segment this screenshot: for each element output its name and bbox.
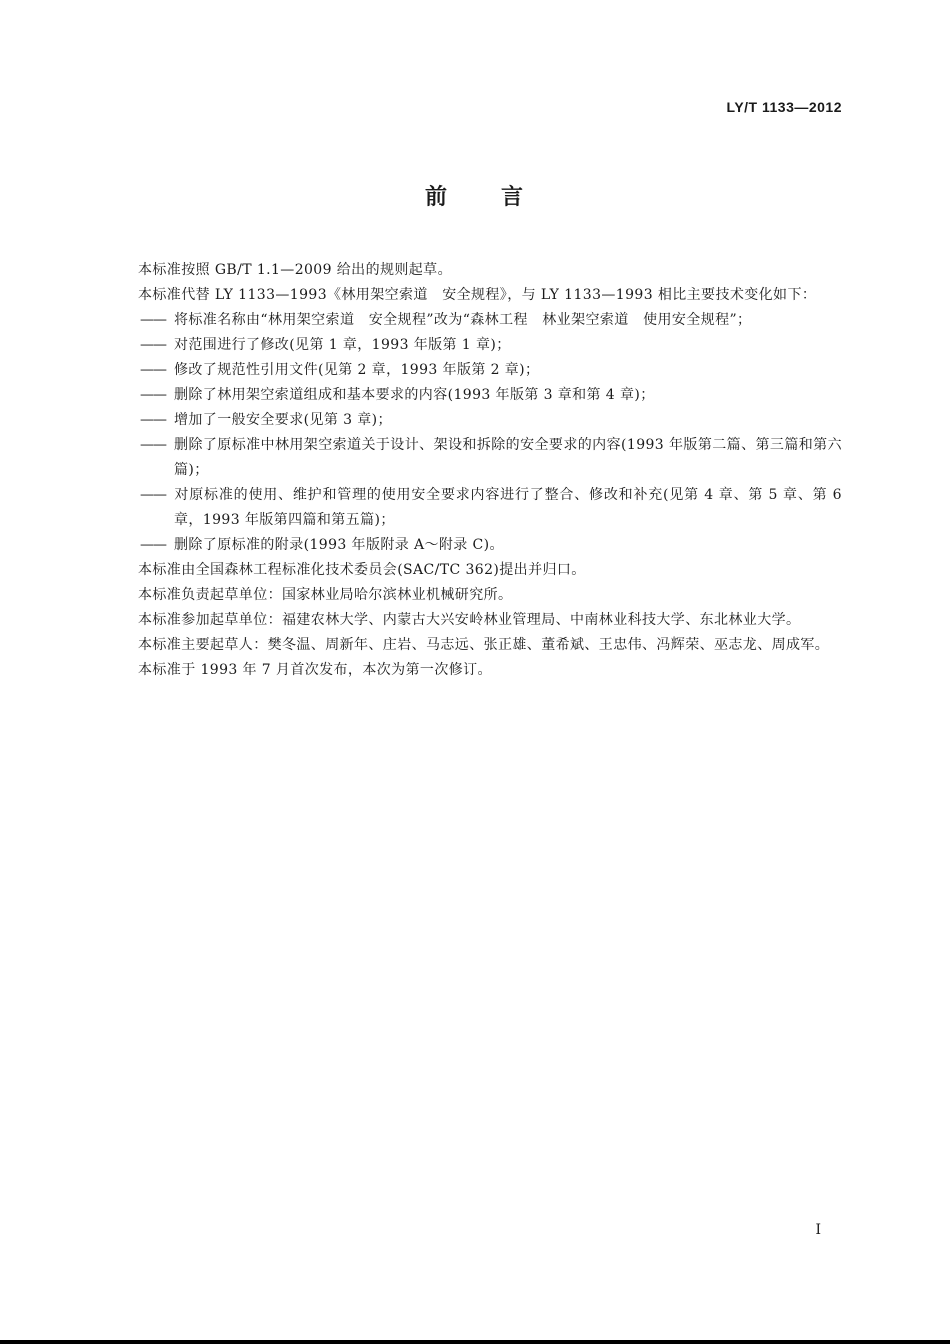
change-item-text: 删除了原标准的附录(1993 年版附录 A～附录 C)。: [174, 537, 504, 553]
change-item-text: 对原标准的使用、维护和管理的使用安全要求内容进行了整合、修改和补充(见第 4 章、第 5 章、第 6 章，1993 年版第四篇和第五篇)；: [174, 487, 842, 528]
paragraph-participating-units: 本标准参加起草单位：福建农林大学、内蒙古大兴安岭林业管理局、中南林业科技大学、东北林业大学。: [138, 612, 801, 628]
change-item: [108, 333, 842, 358]
change-item: [108, 483, 842, 533]
dash-marker: ——: [140, 387, 166, 403]
paragraph-responsible-unit: 本标准负责起草单位：国家林业局哈尔滨林业机械研究所。: [138, 587, 513, 603]
page-title: [0, 180, 950, 211]
title-char-2: 言: [501, 185, 526, 210]
change-item-text: 对范围进行了修改(见第 1 章，1993 年版第 1 章)；: [174, 337, 511, 353]
dash-marker: ——: [140, 337, 166, 353]
dash-marker: ——: [140, 412, 166, 428]
dash-marker: ——: [140, 437, 166, 453]
paragraph-proposer: 本标准由全国森林工程标准化技术委员会(SAC/TC 362)提出并归口。: [138, 562, 586, 578]
change-item-text: 删除了原标准中林用架空索道关于设计、架设和拆除的安全要求的内容(1993 年版第二篇、第三篇和第六篇)；: [174, 437, 842, 478]
dash-marker: ——: [140, 537, 166, 553]
page-bottom-border: [0, 1340, 950, 1344]
dash-marker: ——: [140, 487, 166, 503]
paragraph-drafting-rules: 本标准按照 GB/T 1.1—2009 给出的规则起草。: [138, 262, 452, 278]
standard-code: LY/T 1133—2012: [726, 99, 842, 115]
change-item: [108, 358, 842, 383]
change-item: [108, 383, 842, 408]
title-char-1: 前: [424, 185, 449, 210]
foreword-body: [108, 258, 842, 683]
paragraph-replacement: 本标准代替 LY 1133—1993《林用架空索道 安全规程》，与 LY 1133—1993 相比主要技术变化如下：: [138, 287, 817, 303]
paragraph-history: 本标准于 1993 年 7 月首次发布，本次为第一次修订。: [138, 662, 492, 678]
change-item-text: 修改了规范性引用文件(见第 2 章，1993 年版第 2 章)；: [174, 362, 540, 378]
dash-marker: ——: [140, 362, 166, 378]
change-item: [108, 408, 842, 433]
change-item-text: 增加了一般安全要求(见第 3 章)；: [174, 412, 392, 428]
change-item-text: 将标准名称由“林用架空索道 安全规程”改为“森林工程 林业架空索道 使用安全规程”；: [174, 312, 752, 328]
change-item: [108, 433, 842, 483]
change-item: [108, 533, 842, 558]
page-number: I: [815, 1222, 821, 1238]
dash-marker: ——: [140, 312, 166, 328]
paragraph-drafters: 本标准主要起草人：樊冬温、周新年、庄岩、马志远、张正雄、董希斌、王忠伟、冯辉荣、巫志龙、周成军。: [138, 637, 830, 653]
change-item: [108, 308, 842, 333]
change-item-text: 删除了林用架空索道组成和基本要求的内容(1993 年版第 3 章和第 4 章)；: [174, 387, 655, 403]
